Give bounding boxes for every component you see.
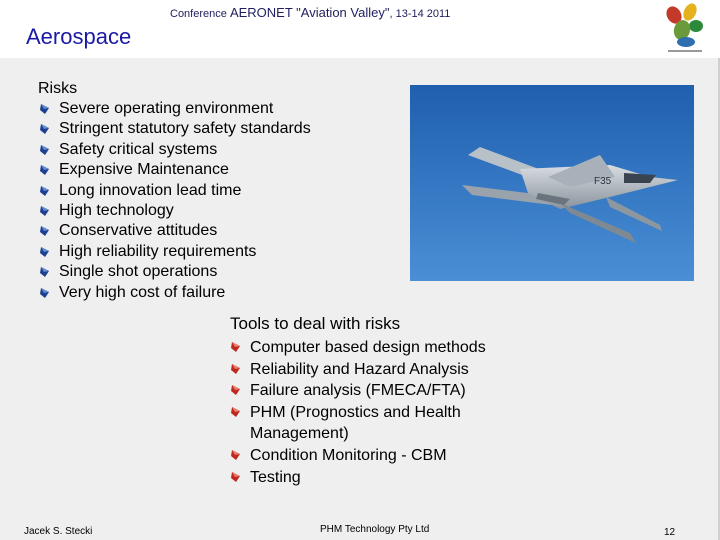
list-item [38,262,311,282]
tool-text: Testing [250,468,301,486]
f35-jet-photo [410,85,694,281]
bullet-icon [231,472,240,482]
list-item [38,201,311,221]
risk-text: Safety critical systems [59,140,218,158]
risk-text: Long innovation lead time [59,181,242,199]
tool-text: Reliability and Hazard Analysis [250,360,469,378]
risk-text: Expensive Maintenance [59,161,229,179]
list-item [229,467,550,489]
list-item [38,181,311,201]
list-item [229,359,550,381]
bullet-icon [40,165,49,175]
page-number: 12 [664,527,676,538]
list-item [229,445,550,467]
risks-heading: Risks [38,80,78,97]
company-logo-icon [660,0,708,52]
risks-list [38,99,311,303]
list-item [38,221,311,241]
risk-text: Conservative attitudes [59,222,218,240]
footer-author: Jacek S. Stecki [24,526,93,537]
bullet-icon [40,186,49,196]
footer-company: PHM Technology Pty Ltd [320,524,430,535]
bullet-icon [40,267,49,277]
list-item [38,99,311,119]
risk-text: Severe operating environment [59,100,274,117]
slide-header [0,0,720,58]
list-item [38,283,311,303]
risk-text: High technology [59,202,174,220]
list-item [38,242,311,262]
jet-marking: F35 [594,176,612,187]
bullet-icon [231,342,240,352]
bullet-icon [231,407,240,417]
risk-text: Single shot operations [59,263,218,281]
tool-text: Computer based design methods [250,339,486,356]
bullet-icon [231,364,240,374]
tool-text: Condition Monitoring - CBM [250,446,447,464]
bullet-icon [40,104,49,114]
slide-title: Aerospace [26,24,132,49]
tool-text: Failure analysis (FMECA/FTA) [250,382,466,400]
list-item [229,337,550,359]
conference-line [170,5,450,20]
list-item [229,380,550,402]
bullet-icon [40,206,49,216]
list-item [229,402,512,445]
list-item [38,160,311,180]
bullet-icon [40,145,49,155]
bullet-icon [40,288,49,298]
conference-prefix: Conference [170,8,227,20]
conference-dates: , 13-14 2011 [389,8,451,20]
conference-name: AERONET "Aviation Valley" [229,5,390,20]
bullet-icon [40,247,49,257]
list-item [38,140,311,160]
bullet-icon [40,226,49,236]
bullet-icon [231,385,240,395]
tools-heading: Tools to deal with risks [230,314,401,333]
risk-text: Stringent statutory safety standards [59,120,311,138]
tool-text: PHM (Prognostics and Health Management) [250,403,461,443]
risk-text: Very high cost of failure [59,283,226,301]
bullet-icon [40,124,49,134]
risk-text: High reliability requirements [59,242,257,260]
list-item [38,119,311,139]
tools-list [229,337,550,488]
bullet-icon [231,450,240,460]
